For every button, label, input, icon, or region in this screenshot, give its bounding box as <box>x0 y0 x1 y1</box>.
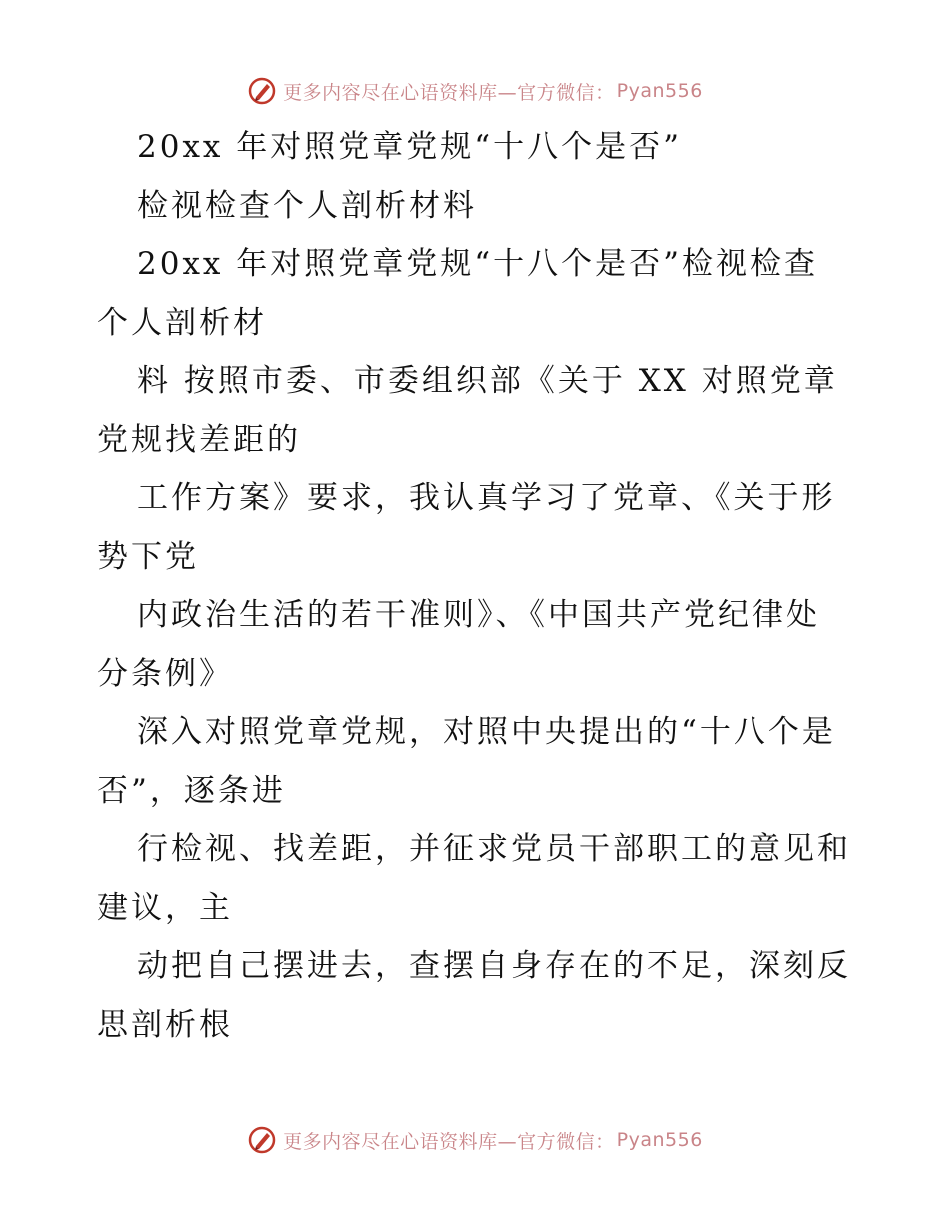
pen-logo-icon <box>247 1125 277 1155</box>
body-line: 势下党 <box>97 538 199 575</box>
title-line-2: 检视检查个人剖析材料 <box>137 187 477 224</box>
body-line: 建议，主 <box>97 889 233 926</box>
document-body <box>97 118 857 1054</box>
body-line: 思剖析根 <box>97 1006 233 1043</box>
body-line: 深入对照党章党规，对照中央提出的“十八个是 <box>137 714 836 750</box>
pen-logo-icon <box>247 76 277 106</box>
body-line: 20xx 年对照党章党规“十八个是否”检视检查 <box>137 246 818 282</box>
body-line: 个人剖析材 <box>97 304 267 341</box>
watermark-wechat-id: Pyan556 <box>616 1129 703 1151</box>
footer-watermark <box>0 1122 950 1158</box>
watermark-text: 更多内容尽在心语资料库—官方微信： <box>283 81 615 104</box>
body-line: 行检视、找差距，并征求党员干部职工的意见和 <box>137 831 851 867</box>
body-line: 工作方案》要求，我认真学习了党章、《关于形 <box>137 480 836 516</box>
body-line: 分条例》 <box>97 655 233 692</box>
header-watermark <box>0 73 950 109</box>
body-line: 党规找差距的 <box>97 421 301 458</box>
watermark-text: 更多内容尽在心语资料库—官方微信： <box>283 1130 615 1153</box>
body-line: 动把自己摆进去，查摆自身存在的不足，深刻反 <box>137 948 851 984</box>
body-line: 内政治生活的若干准则》、《中国共产党纪律处 <box>137 597 820 633</box>
watermark-wechat-id: Pyan556 <box>616 80 703 102</box>
body-line: 否”，逐条进 <box>97 772 286 809</box>
body-line: 料 按照市委、市委组织部《关于 XX 对照党章 <box>137 363 838 399</box>
title-line-1: 20xx 年对照党章党规“十八个是否” <box>137 129 682 165</box>
